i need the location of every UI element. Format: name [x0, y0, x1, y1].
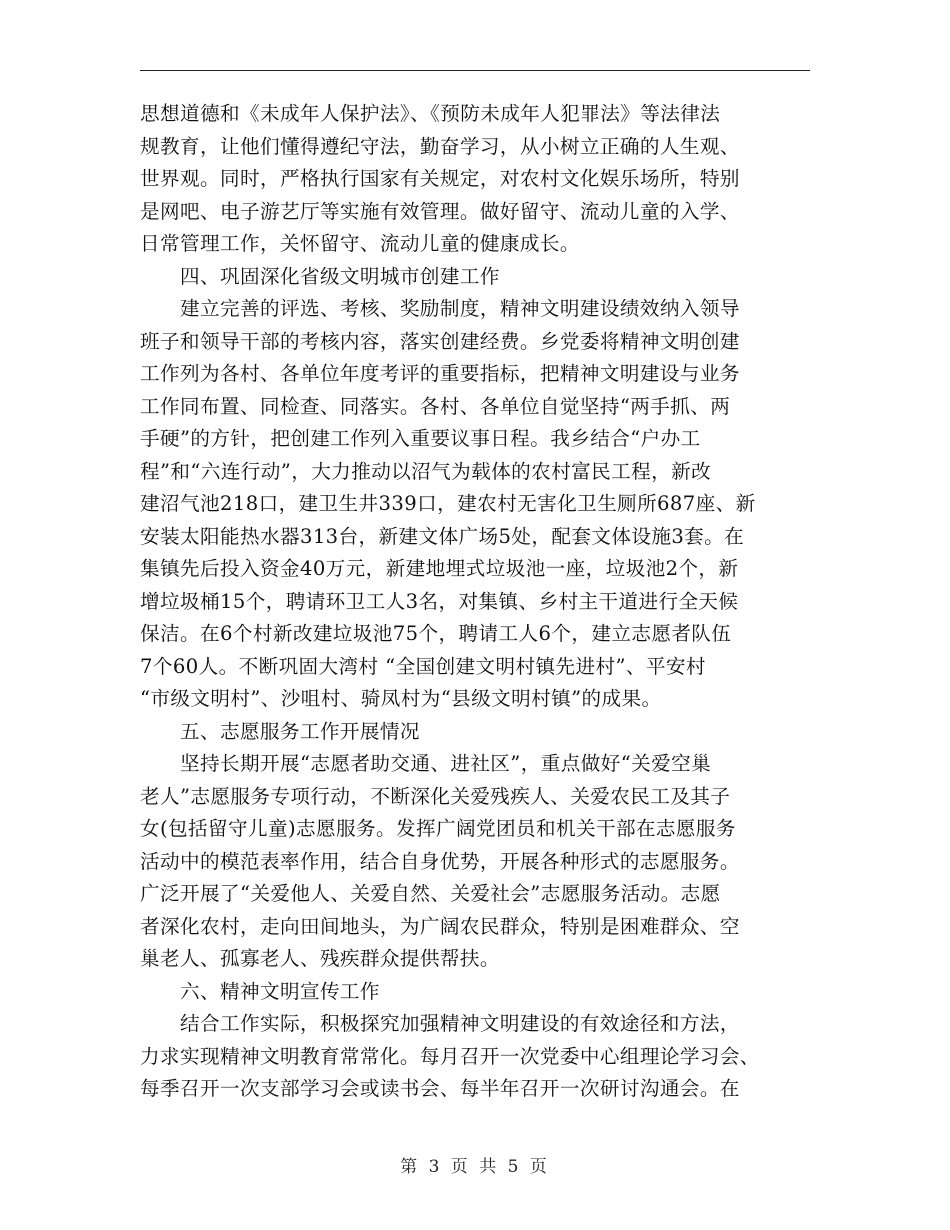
text-line: 结合工作实际，积极探究加强精神文明建设的有效途径和方法，	[140, 1012, 740, 1035]
text-line: 世界观。同时，严格执行国家有关规定，对农村文化娱乐场所，特别	[140, 167, 740, 190]
document-body	[140, 98, 812, 1106]
text-line: 老人”志愿服务专项行动，不断深化关爱残疾人、关爱农民工及其子	[140, 784, 731, 808]
text-line: 7个60人。不断巩固大湾村 “全国创建文明村镇先进村”、平安村	[140, 654, 706, 678]
text-line: 工作列为各村、各单位年度考评的重要指标，把精神文明建设与业务	[140, 362, 740, 385]
text-line: 者深化农村，走向田间地头，为广阔农民群众，特别是困难群众、空	[140, 914, 740, 938]
text-line: 日常管理工作，关怀留守、流动儿童的健康成长。	[140, 232, 580, 255]
text-line: 巢老人、孤寡老人、残疾群众提供帮扶。	[140, 947, 500, 970]
text-line: 建立完善的评选、考核、奖励制度，精神文明建设绩效纳入领导	[140, 297, 740, 320]
text-line: 活动中的模范表率作用，结合自身优势，开展各种形式的志愿服务。	[140, 849, 740, 873]
text-line: 广泛开展了“关爱他人、关爱自然、关爱社会”志愿服务活动。志愿	[140, 882, 721, 905]
text-line: 集镇先后投入资金40万元，新建地埋式垃圾池一座，垃圾池2个，新	[140, 557, 739, 580]
text-line: 手硬”的方针，把创建工作列入重要议事日程。我乡结合“户办工	[140, 427, 701, 450]
text-line: 增垃圾桶15个，聘请环卫工人3名，对集镇、乡村主干道进行全天候	[140, 589, 739, 613]
section-heading: 四、巩固深化省级文明城市创建工作	[140, 264, 500, 288]
text-line: 每季召开一次支部学习会或读书会、每半年召开一次研讨沟通会。在	[140, 1077, 740, 1100]
page-number: 第 3 页 共 5 页	[400, 1157, 550, 1177]
text-line: 建沼气池218口，建卫生井339口，建农村无害化卫生厕所687座、新	[140, 492, 756, 515]
text-line: 坚持长期开展“志愿者助交通、进社区”，重点做好“关爱空巢	[140, 752, 712, 775]
text-line: 思想道德和《未成年人保护法》、《预防未成年人犯罪法》等法律法	[140, 102, 721, 125]
header-rule	[140, 70, 810, 71]
text-line: “市级文明村”、沙咀村、骑凤村为“县级文明村镇”的成果。	[140, 687, 662, 710]
text-line: 力求实现精神文明教育常常化。每月召开一次党委中心组理论学习会、	[140, 1044, 760, 1068]
section-heading: 五、志愿服务工作开展情况	[140, 719, 420, 743]
text-line: 工作同布置、同检查、同落实。各村、各单位自觉坚持“两手抓、两	[140, 394, 731, 418]
text-line: 安装太阳能热水器313台，新建文体广场5处，配套文体设施3套。在	[140, 524, 745, 548]
text-line: 女(包括留守儿童)志愿服务。发挥广阔党团员和机关干部在志愿服务	[140, 817, 736, 840]
text-line: 保洁。在6个村新改建垃圾池75个，聘请工人6个，建立志愿者队伍	[140, 622, 732, 645]
text-line: 班子和领导干部的考核内容，落实创建经费。乡党委将精神文明创建	[140, 329, 740, 353]
text-line: 是网吧、电子游艺厅等实施有效管理。做好留守、流动儿童的入学、	[140, 199, 740, 223]
section-heading: 六、精神文明宣传工作	[140, 979, 380, 1003]
text-line: 规教育，让他们懂得遵纪守法，勤奋学习，从小树立正确的人生观、	[140, 134, 740, 158]
text-line: 程”和“六连行动”，大力推动以沼气为载体的农村富民工程，新改	[140, 459, 712, 483]
